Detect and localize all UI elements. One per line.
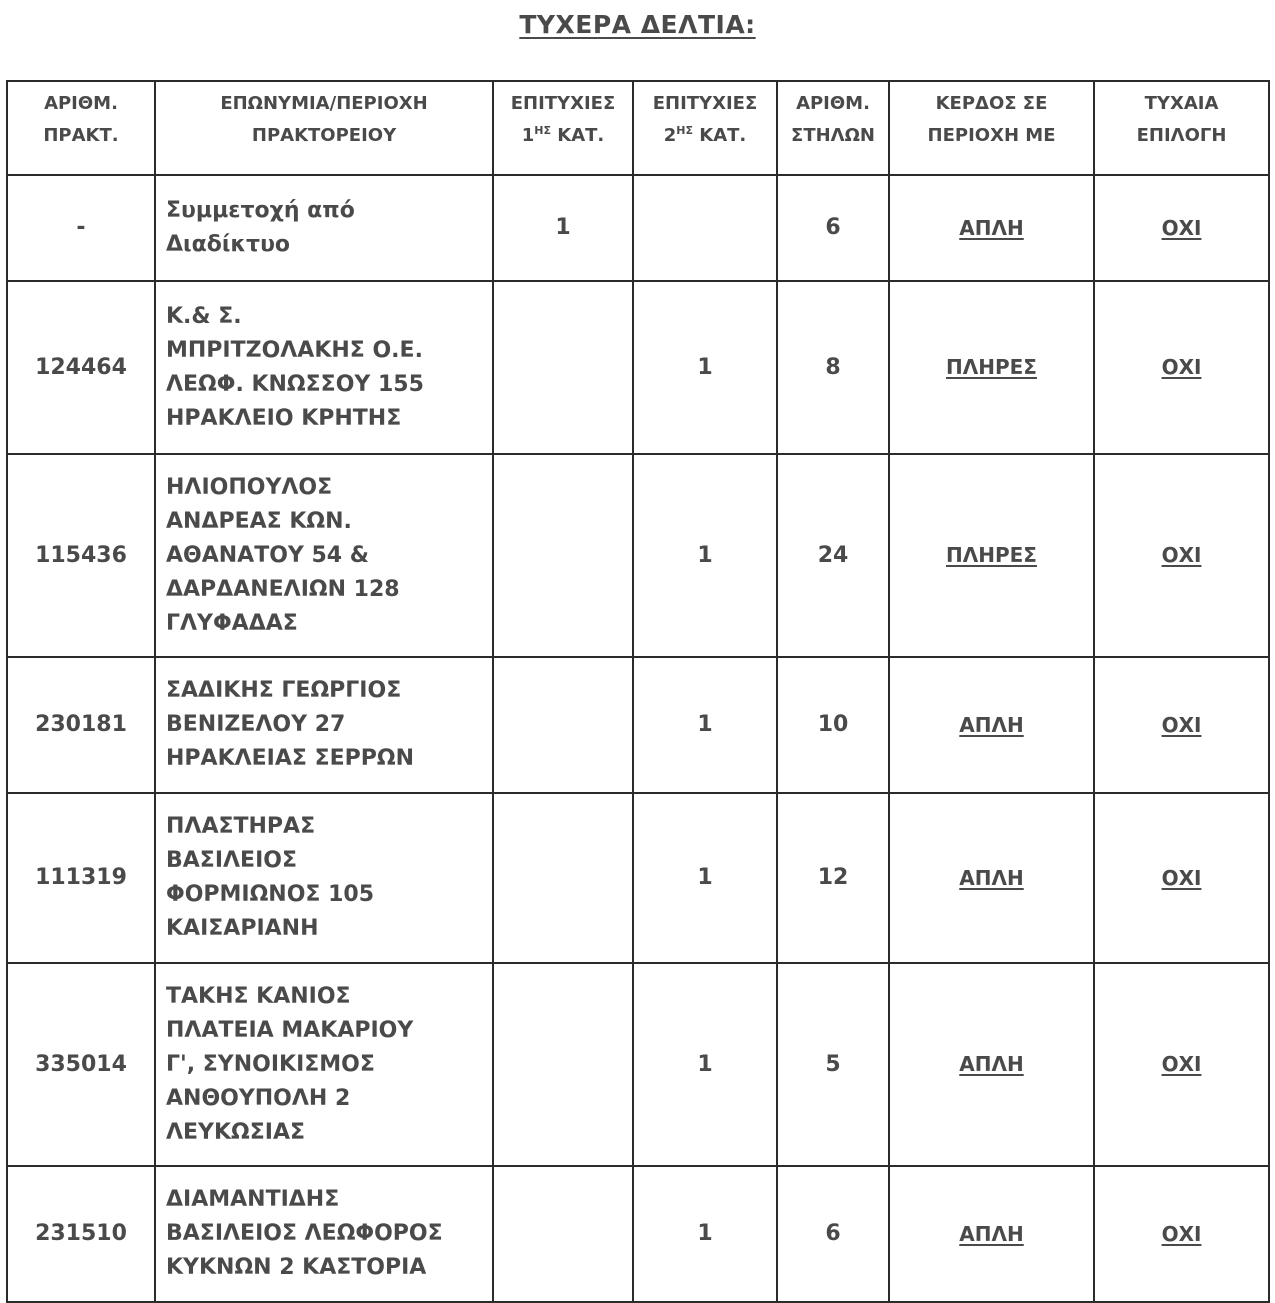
agency-number-cell: 335014	[7, 963, 155, 1166]
random-pick-value: ΟΧΙ	[1161, 1221, 1202, 1246]
agency-name-cell: ΣΑΔΙΚΗΣ ΓΕΩΡΓΙΟΣ ΒΕΝΙΖΕΛΟΥ 27 ΗΡΑΚΛΕΙΑΣ ΣΕΡΡΩΝ	[155, 657, 493, 793]
header-second-category-wins: ΕΠΙΤΥΧΙΕΣ $2^{H\Sigma}$ ΚΑΤ.	[633, 81, 777, 175]
header-first-category-wins: ΕΠΙΤΥΧΙΕΣ $1^{H\Sigma}$ ΚΑΤ.	[493, 81, 633, 175]
second-category-wins-cell: 1	[633, 1166, 777, 1302]
agency-name-cell: Κ.& Σ. ΜΠΡΙΤΖΟΛΑΚΗΣ Ο.Ε. ΛΕΩΦ. ΚΝΩΣΣΟΥ 155 ΗΡΑΚΛΕΙΟ ΚΡΗΤΗΣ	[155, 281, 493, 454]
win-type-value: ΠΛΗΡΕΣ	[946, 543, 1037, 567]
agency-name-cell: ΤΑΚΗΣ ΚΑΝΙΟΣ ΠΛΑΤΕΙΑ ΜΑΚΑΡΙΟΥ Γ', ΣΥΝΟΙΚΙΣΜΟΣ ΑΝΘΟΥΠΟΛΗ 2 ΛΕΥΚΩΣΙΑΣ	[155, 963, 493, 1166]
table-header-row	[7, 81, 1269, 175]
second-category-wins-cell: 1	[633, 793, 777, 963]
first-category-wins-cell	[493, 1166, 633, 1302]
second-category-wins-cell: 1	[633, 657, 777, 793]
second-category-wins-cell	[633, 175, 777, 281]
first-category-wins-cell	[493, 281, 633, 454]
first-category-wins-cell	[493, 963, 633, 1166]
random-pick-cell	[1094, 175, 1269, 281]
first-category-wins-cell	[493, 657, 633, 793]
random-pick-cell	[1094, 454, 1269, 657]
random-pick-value: ΟΧΙ	[1161, 543, 1202, 567]
columns-count-cell: 5	[777, 963, 889, 1166]
win-type-cell	[889, 963, 1094, 1166]
columns-count-cell: 12	[777, 793, 889, 963]
win-type-value: ΑΠΛΗ	[959, 865, 1024, 890]
header-columns-count: ΑΡΙΘΜ. ΣΤΗΛΩΝ	[777, 81, 889, 175]
agency-number-cell: 115436	[7, 454, 155, 657]
random-pick-cell	[1094, 657, 1269, 793]
columns-count-cell: 24	[777, 454, 889, 657]
winning-tickets-table	[6, 80, 1270, 1303]
random-pick-value: ΟΧΙ	[1161, 712, 1202, 737]
agency-number-cell: 230181	[7, 657, 155, 793]
header-random-pick: ΤΥΧΑΙΑ ΕΠΙΛΟΓΗ	[1094, 81, 1269, 175]
win-type-value: ΑΠΛΗ	[959, 712, 1024, 737]
win-type-cell	[889, 454, 1094, 657]
columns-count-cell: 10	[777, 657, 889, 793]
random-pick-value: ΟΧΙ	[1161, 865, 1202, 890]
win-type-value: ΑΠΛΗ	[959, 1221, 1024, 1246]
agency-name-cell: ΔΙΑΜΑΝΤΙΔΗΣ ΒΑΣΙΛΕΙΟΣ ΛΕΩΦΟΡΟΣ ΚΥΚΝΩΝ 2 ΚΑΣΤΟΡΙΑ	[155, 1166, 493, 1302]
random-pick-cell	[1094, 1166, 1269, 1302]
win-type-value: ΑΠΛΗ	[959, 215, 1024, 240]
win-type-value: ΠΛΗΡΕΣ	[946, 355, 1037, 379]
win-type-cell	[889, 175, 1094, 281]
win-type-cell	[889, 1166, 1094, 1302]
random-pick-value: ΟΧΙ	[1161, 1052, 1202, 1076]
second-category-wins-cell: 1	[633, 963, 777, 1166]
random-pick-value: ΟΧΙ	[1161, 355, 1202, 379]
second-category-wins-cell: 1	[633, 281, 777, 454]
win-type-cell	[889, 657, 1094, 793]
table-row	[7, 793, 1269, 963]
header-agency-number: ΑΡΙΘΜ. ΠΡΑΚΤ.	[7, 81, 155, 175]
win-type-value: ΑΠΛΗ	[959, 1052, 1024, 1076]
random-pick-cell	[1094, 281, 1269, 454]
agency-number-cell: -	[7, 175, 155, 281]
table-row	[7, 175, 1269, 281]
win-type-cell	[889, 281, 1094, 454]
header-win-type: ΚΕΡΔΟΣ ΣΕ ΠΕΡΙΟΧΗ ΜΕ	[889, 81, 1094, 175]
agency-number-cell: 111319	[7, 793, 155, 963]
first-category-wins-cell: 1	[493, 175, 633, 281]
agency-number-cell: 231510	[7, 1166, 155, 1302]
win-type-cell	[889, 793, 1094, 963]
columns-count-cell: 6	[777, 175, 889, 281]
agency-name-cell: Συμμετοχή από Διαδίκτυο	[155, 175, 493, 281]
table-row	[7, 454, 1269, 657]
table-row	[7, 963, 1269, 1166]
columns-count-cell: 6	[777, 1166, 889, 1302]
header-agency-name: ΕΠΩΝΥΜΙΑ/ΠΕΡΙΟΧΗ ΠΡΑΚΤΟΡΕΙΟΥ	[155, 81, 493, 175]
agency-name-cell: ΗΛΙΟΠΟΥΛΟΣ ΑΝΔΡΕΑΣ ΚΩΝ. ΑΘΑΝΑΤΟΥ 54 & ΔΑΡΔΑΝΕΛΙΩΝ 128 ΓΛΥΦΑΔΑΣ	[155, 454, 493, 657]
table-row	[7, 657, 1269, 793]
random-pick-cell	[1094, 793, 1269, 963]
agency-name-cell: ΠΛΑΣΤΗΡΑΣ ΒΑΣΙΛΕΙΟΣ ΦΟΡΜΙΩΝΟΣ 105 ΚΑΙΣΑΡΙΑΝΗ	[155, 793, 493, 963]
first-category-wins-cell	[493, 454, 633, 657]
first-category-wins-cell	[493, 793, 633, 963]
random-pick-value: ΟΧΙ	[1161, 215, 1202, 240]
table-row	[7, 281, 1269, 454]
page-title: ΤΥΧΕΡΑ ΔΕΛΤΙΑ:	[519, 10, 756, 39]
second-category-wins-cell: 1	[633, 454, 777, 657]
random-pick-cell	[1094, 963, 1269, 1166]
columns-count-cell: 8	[777, 281, 889, 454]
agency-number-cell: 124464	[7, 281, 155, 454]
table-row	[7, 1166, 1269, 1302]
